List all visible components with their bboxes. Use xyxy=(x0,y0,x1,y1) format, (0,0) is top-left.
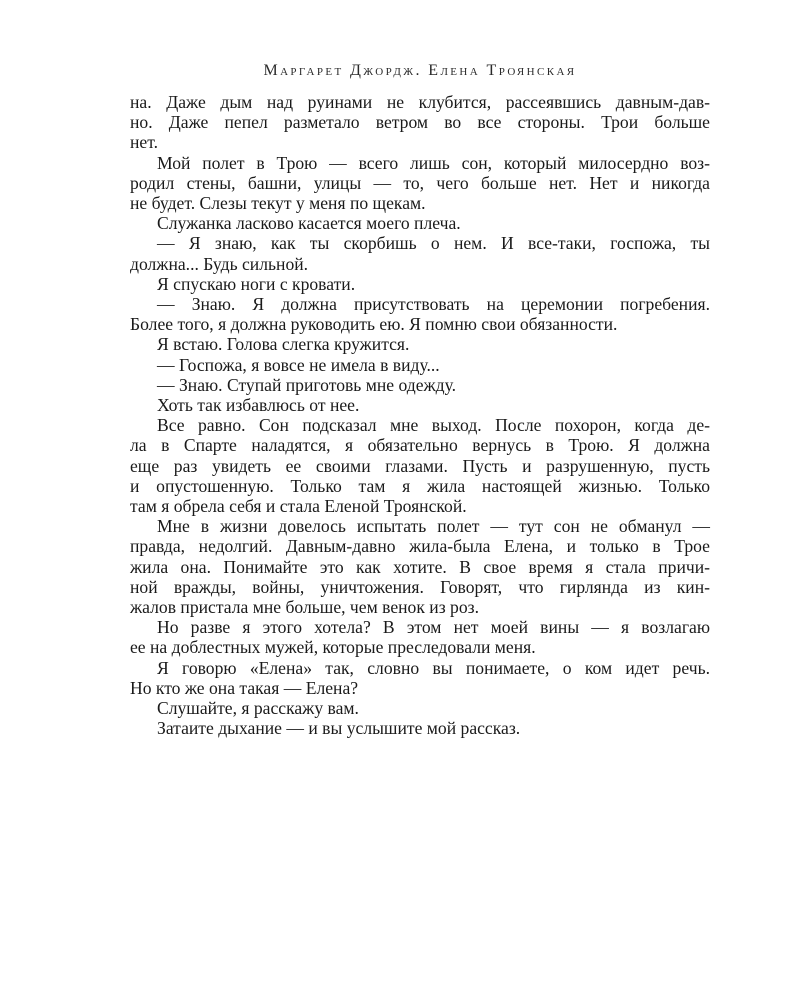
text-line: ной вражды, войны, уничтожения. Говорят, что гирлянда из кин- xyxy=(130,576,710,597)
paragraph xyxy=(130,375,710,395)
text-line: но. Даже пепел разметало ветром во все стороны. Трои больше xyxy=(130,112,710,133)
text-line: Все равно. Сон подсказал мне выход. После похорон, когда де- xyxy=(157,415,710,436)
text-line: на. Даже дым над руинами не клубится, рассеявшись давным-дав- xyxy=(130,92,710,112)
text-line: Служанка ласково касается моего плеча. xyxy=(157,213,461,234)
text-line: Затаите дыхание — и вы услышите мой рассказ. xyxy=(157,718,521,739)
text-line: жалов пристала мне больше, чем венок из роз. xyxy=(130,597,479,618)
paragraph xyxy=(130,658,710,698)
text-line: нет. xyxy=(130,132,158,153)
paragraph xyxy=(130,213,710,233)
text-line: ее на доблестных мужей, которые преследовали меня. xyxy=(130,637,536,658)
text-line: — Знаю. Ступай приготовь мне одежду. xyxy=(157,374,457,395)
text-line: Я говорю «Елена» так, словно вы понимаете, о ком идет речь. xyxy=(157,657,710,678)
text-line: Мой полет в Трою — всего лишь сон, который милосердно воз- xyxy=(157,152,710,173)
running-head-title: Маргарет Джордж. Елена Троянская xyxy=(263,62,577,79)
text-line: там я обрела себя и стала Еленой Троянской. xyxy=(130,496,467,517)
paragraph xyxy=(130,516,710,617)
paragraph xyxy=(130,92,710,153)
text-line: ла в Спарте наладятся, я обязательно вернусь в Трою. Я должна xyxy=(130,435,710,456)
text-line: Хоть так избавлюсь от нее. xyxy=(157,395,360,416)
paragraph xyxy=(130,355,710,375)
paragraph xyxy=(130,415,710,516)
text-line: и опустошенную. Только там я жила настоящей жизнью. Только xyxy=(130,475,710,496)
paragraph xyxy=(130,617,710,657)
text-line: правда, недолгий. Давным-давно жила-была Елена, и только в Трое xyxy=(130,536,710,557)
text-line: жила она. Понимайте это как хотите. В свое время я стала причи- xyxy=(130,556,710,577)
paragraph xyxy=(130,233,710,273)
body-text xyxy=(130,92,710,739)
text-line: не будет. Слезы текут у меня по щекам. xyxy=(130,193,426,214)
text-line: родил стены, башни, улицы — то, чего больше нет. Нет и никогда xyxy=(130,172,710,193)
text-line: — Я знаю, как ты скорбишь о нем. И все-таки, госпожа, ты xyxy=(157,233,710,254)
paragraph xyxy=(130,294,710,334)
paragraph xyxy=(130,334,710,354)
paragraph xyxy=(130,153,710,214)
text-line: еще раз увидеть ее своими глазами. Пусть и разрушенную, пусть xyxy=(130,455,710,476)
text-line: Я спускаю ноги с кровати. xyxy=(157,273,356,294)
text-line: Но кто же она такая — Елена? xyxy=(130,677,359,698)
book-page xyxy=(130,62,710,739)
paragraph xyxy=(130,698,710,718)
text-line: Я встаю. Голова слегка кружится. xyxy=(157,334,410,355)
text-line: Слушайте, я расскажу вам. xyxy=(157,698,359,719)
text-line: — Госпожа, я вовсе не имела в виду... xyxy=(157,354,440,375)
text-line: Более того, я должна руководить ею. Я помню свои обязанности. xyxy=(130,314,618,335)
paragraph xyxy=(130,395,710,415)
text-line: должна... Будь сильной. xyxy=(130,253,309,274)
text-line: Мне в жизни довелось испытать полет — тут сон не обманул — xyxy=(157,516,710,537)
paragraph xyxy=(130,718,710,738)
text-line: — Знаю. Я должна присутствовать на церемонии погребения. xyxy=(157,294,710,315)
text-line: Но разве я этого хотела? В этом нет моей вины — я возлагаю xyxy=(157,617,710,638)
paragraph xyxy=(130,274,710,294)
